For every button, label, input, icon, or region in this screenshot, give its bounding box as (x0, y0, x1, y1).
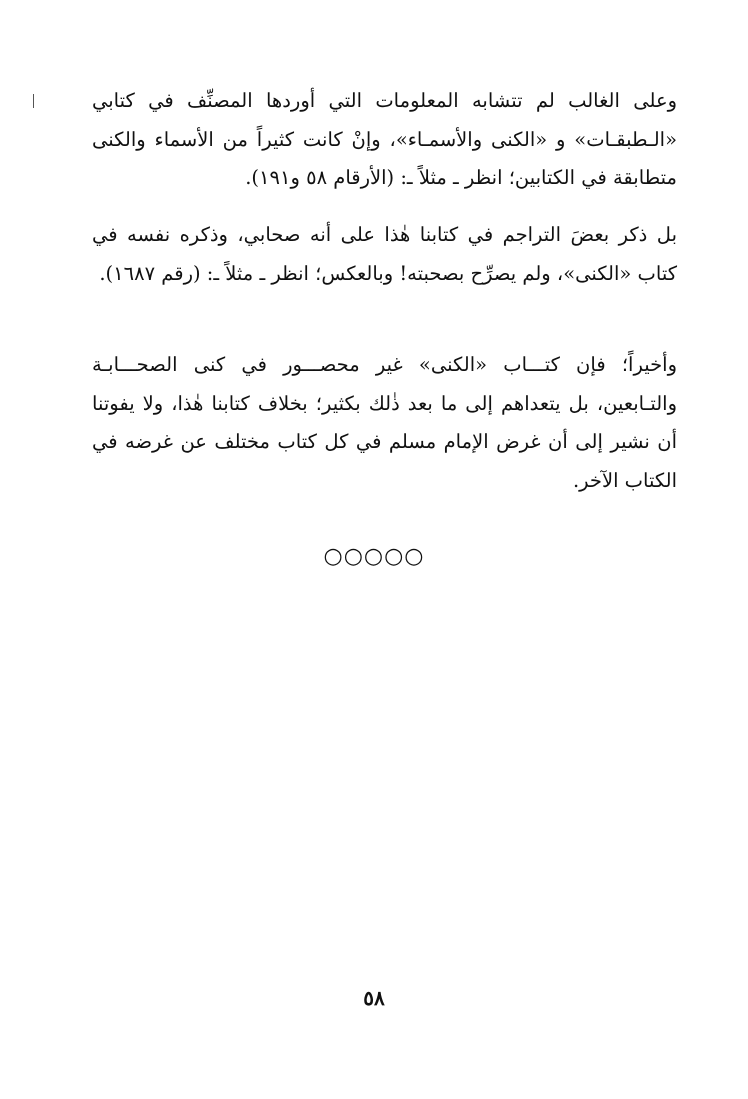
paragraph-1-text: وعلى الغالب لم تتشابه المعلومات التي أوردها المصنِّف في كتابي «الـطبقـات» و «الكنى والأسمـاء»، وإنْ كانت كثيراً من الأسماء والكنى متطابقة في الكتابين؛ انظر ـ مثلاً ـ: (الأرقام ٥٨ و١٩١). (92, 89, 677, 189)
paragraph-2 (92, 216, 677, 293)
paragraph-3 (92, 346, 677, 500)
paragraph-1 (92, 82, 677, 198)
paragraph-2-text: بل ذكر بعضَ التراجم في كتابنا هٰذا على أنه صحابي، وذكره نفسه في كتاب «الكنى»، ولم يصرِّح بصحبته! وبالعكس؛ انظر ـ مثلاً ـ: (رقم ١٦٨٧). (92, 223, 677, 285)
page-number: ٥٨ (363, 986, 385, 1010)
paragraph-3-text: وأخيراً؛ فإن كتـــاب «الكنى» غير محصـــور في كنى الصحـــابـة والتـابعين، بل يتعداهم إلى ما بعد ذٰلك بكثير؛ بخلاف كتابنا هٰذا، ولا يفوتنا أن نشير إلى أن غرض الإمام مسلم في كل كتاب مختلف عن غرضه في الكتاب الآخر. (92, 353, 677, 492)
section-separator: ○○○○○ (323, 544, 425, 569)
margin-mark (33, 94, 34, 108)
